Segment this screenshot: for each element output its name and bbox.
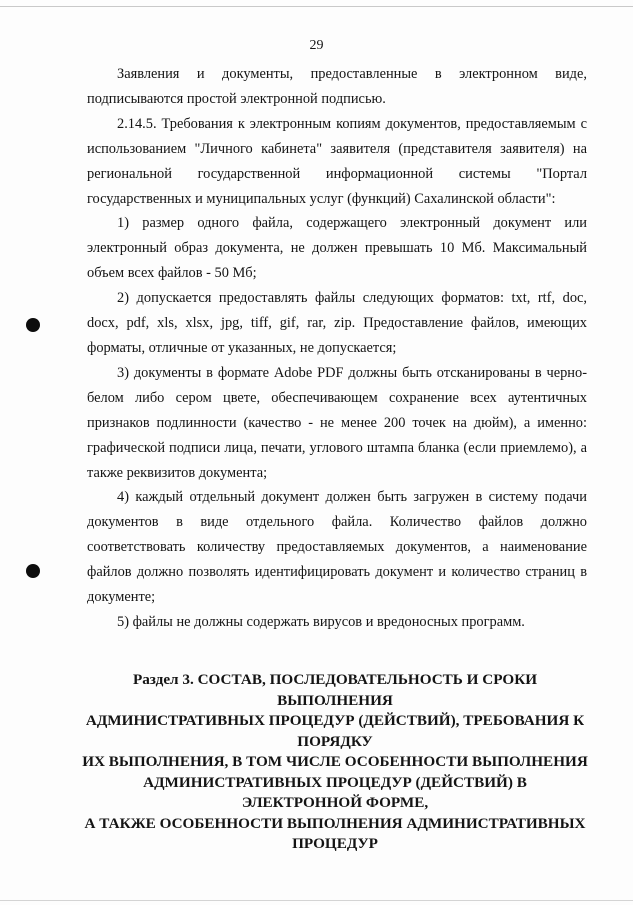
section-heading-line: ИХ ВЫПОЛНЕНИЯ, В ТОМ ЧИСЛЕ ОСОБЕННОСТИ ВЫПОЛНЕНИЯ (82, 753, 588, 770)
paragraph-item-5-no-viruses: 5) файлы не должны содержать вирусов и вредоносных программ. (117, 613, 525, 630)
section-heading-line: А ТАКЖЕ ОСОБЕННОСТИ ВЫПОЛНЕНИЯ АДМИНИСТРАТИВНЫХ (84, 814, 586, 832)
scan-edge-top (0, 6, 633, 7)
page-number: 29 (309, 38, 324, 53)
section-heading-line: АДМИНИСТРАТИВНЫХ ПРОЦЕДУР (ДЕЙСТВИЙ) В (143, 773, 527, 791)
section-heading-line: ВЫПОЛНЕНИЯ (277, 691, 393, 709)
paragraph-signature-note: Заявления и документы, предоставленные в электронном виде, подписываются простой электронной подписью. (87, 66, 587, 107)
paragraph-item-2-formats: 2) допускается предоставлять файлы следующих форматов: txt, rtf, doc, docx, pdf, xls, xlsx, jpg, tiff, gif, rar, zip. Предоставление файлов, имеющих форматы, отличные от указанных, не допускается; (87, 290, 587, 356)
section-heading-line: ПОРЯДКУ (297, 732, 373, 750)
scan-edge-bottom (0, 900, 633, 901)
paragraph-item-1-file-size: 1) размер одного файла, содержащего электронный документ или электронный образ документа, не должен превышать 10 Мб. Максимальный объем всех файлов - 50 Мб; (87, 215, 587, 282)
section-heading-line: ПРОЦЕДУР (292, 835, 378, 852)
paragraph-requirements-intro: 2.14.5. Требования к электронным копиям документов, предоставляемым с использованием "Личного кабинета" заявителя (представителя заявителя) на региональной государственной информационной системы "Портал государственных и муниципальных услуг (функций) Сахалинской области": (87, 115, 587, 207)
section-heading-line: АДМИНИСТРАТИВНЫХ ПРОЦЕДУР (ДЕЙСТВИЙ), ТРЕБОВАНИЯ К (85, 712, 585, 729)
section-heading (75, 670, 595, 855)
paragraph-item-4-separate-files: 4) каждый отдельный документ должен быть загружен в систему подачи документов в виде отдельного файла. Количество файлов должно соответствовать количеству предоставляемых документов, а наименование файлов должно позволять идентифицировать документ и количество страниц в документе; (87, 489, 587, 606)
punch-hole-mark (26, 564, 40, 578)
section-heading-line: ЭЛЕКТРОННОЙ ФОРМЕ, (241, 794, 429, 811)
paragraph-item-3-pdf-scan: 3) документы в формате Adobe PDF должны быть отсканированы в черно-белом либо сером цвете, обеспечивающем сохранение всех аутентичных признаков подлинности (качество - не менее 200 точек на дюйм), а именно: графической подписи лица, печати, углового штампа бланка (если приемлемо), а также реквизитов документа; (87, 364, 587, 481)
body-text (87, 62, 587, 635)
punch-hole-mark (26, 318, 40, 332)
section-heading-line: Раздел 3. СОСТАВ, ПОСЛЕДОВАТЕЛЬНОСТЬ И СРОКИ (132, 671, 538, 688)
